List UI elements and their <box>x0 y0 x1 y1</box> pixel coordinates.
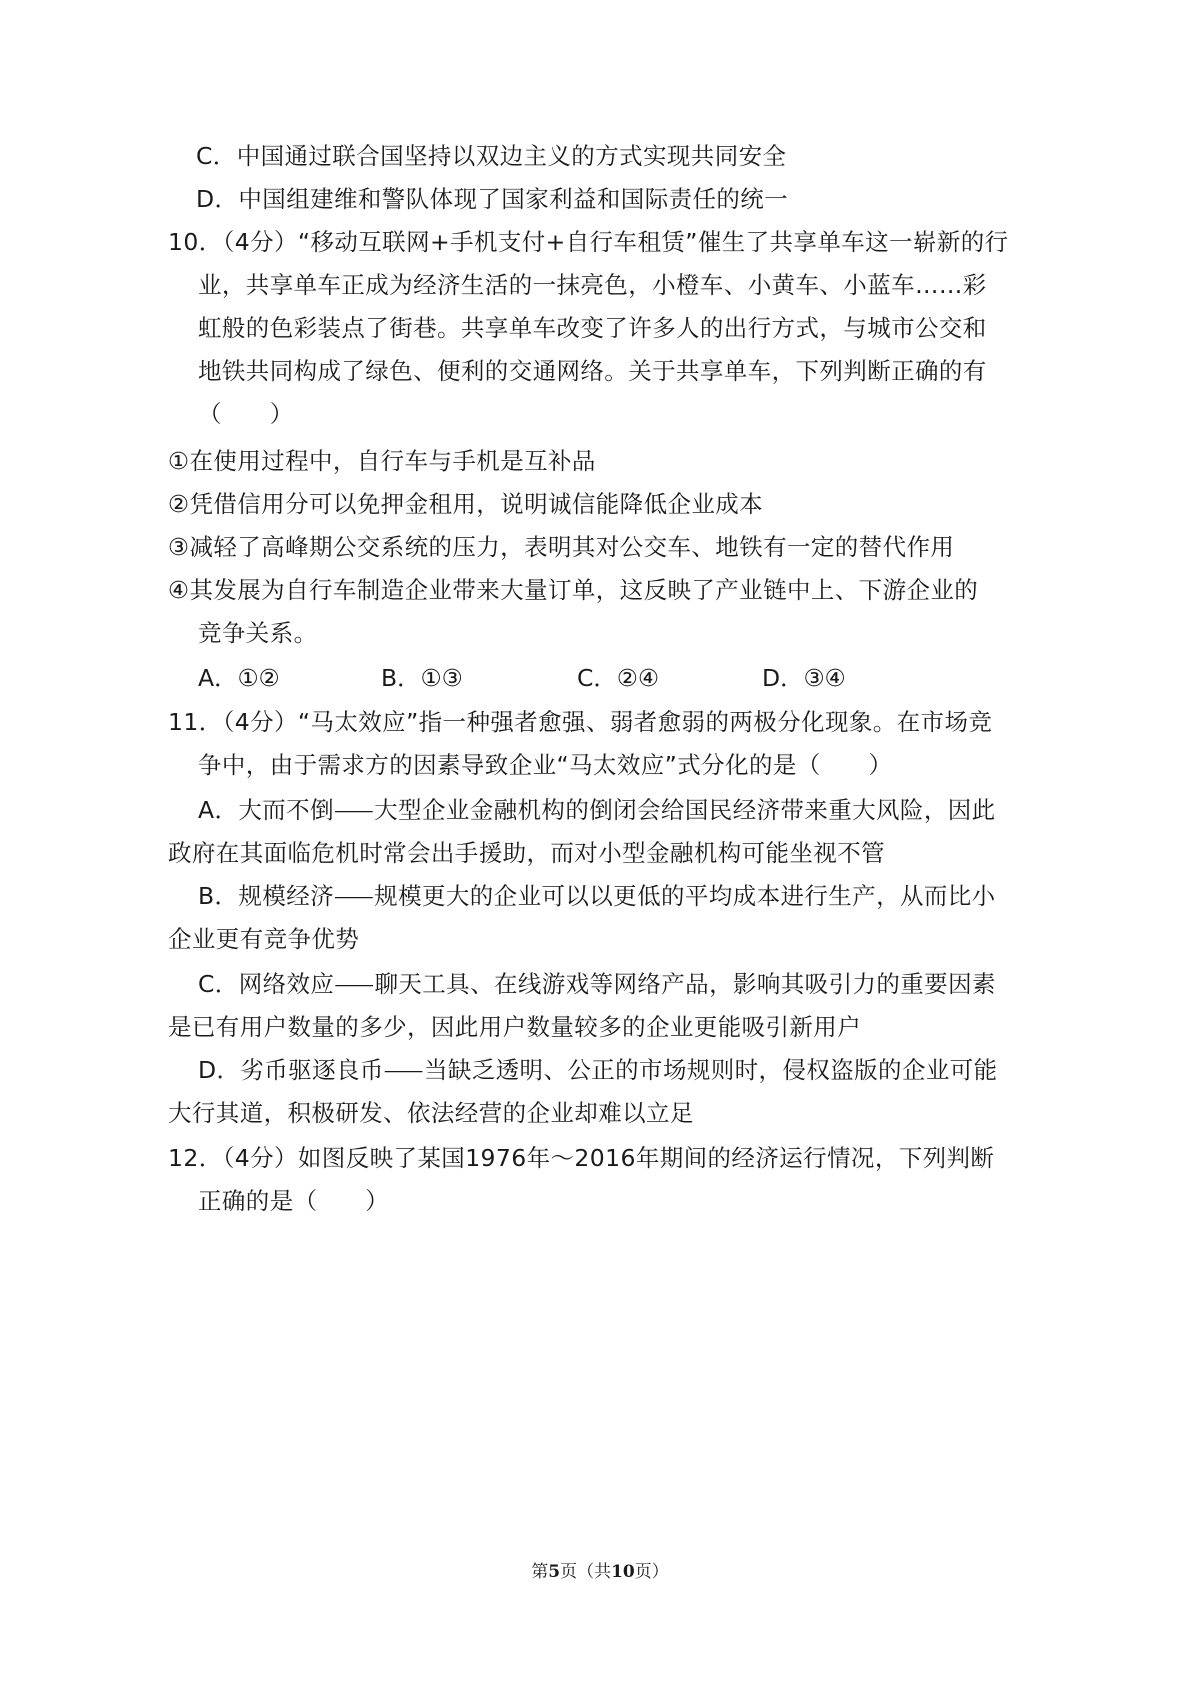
q9-option-d: D．中国组建维和警队体现了国家利益和国际责任的统一 <box>196 185 789 213</box>
q11-option-b-line-1: B．规模经济⸺规模更大的企业可以以更低的平均成本进行生产，从而比小 <box>198 882 996 910</box>
q9-option-c: C．中国通过联合国坚持以双边主义的方式实现共同安全 <box>196 142 787 170</box>
footer-middle: 页（共 <box>560 1562 612 1582</box>
q11-option-c-line-2: 是已有用户数量的多少，因此用户数量较多的企业更能吸引新用户 <box>168 1013 862 1041</box>
q11-option-b-line-2: 企业更有竞争优势 <box>168 925 360 953</box>
q10-statement-1: ①在使用过程中，自行车与手机是互补品 <box>168 447 596 475</box>
q10-answer-blank: （ ） <box>198 400 294 428</box>
q11-stem-line-2: 争中，由于需求方的因素导致企业“马太效应”式分化的是（ ） <box>198 751 893 779</box>
q10-stem-line-2: 业，共享单车正成为经济生活的一抹亮色，小橙车、小黄车、小蓝车……彩 <box>198 271 987 299</box>
q10-option-b: B．①③ <box>381 664 463 692</box>
q10-stem-line-4: 地铁共同构成了绿色、便利的交通网络。关于共享单车，下列判断正确的有 <box>198 357 987 385</box>
q10-option-d: D．③④ <box>762 664 846 692</box>
q10-stem-line-1: 10．（4分）“移动互联网+手机支付+自行车租赁”催生了共享单车这一崭新的行 <box>168 228 1009 256</box>
q10-option-a: A．①② <box>198 664 280 692</box>
footer-current-page: 5 <box>548 1562 561 1582</box>
q10-statement-4-line-2: 竞争关系。 <box>198 619 318 647</box>
q11-stem-line-1: 11．（4分）“马太效应”指一种强者愈强、弱者愈弱的两极分化现象。在市场竞 <box>168 708 993 736</box>
q11-option-d-line-1: D．劣币驱逐良币⸺当缺乏透明、公正的市场规则时，侵权盗版的企业可能 <box>198 1056 998 1084</box>
footer-total-pages: 10 <box>611 1562 635 1582</box>
page-footer <box>0 1557 1200 1582</box>
q12-stem-line-1: 12．（4分）如图反映了某国1976年～2016年期间的经济运行情况，下列判断 <box>168 1144 995 1172</box>
footer-prefix: 第 <box>531 1562 549 1582</box>
q10-statement-3: ③减轻了高峰期公交系统的压力，表明其对公交车、地铁有一定的替代作用 <box>168 533 955 561</box>
footer-suffix: 页） <box>634 1562 669 1582</box>
q10-option-c: C．②④ <box>577 664 660 692</box>
q10-statement-2: ②凭借信用分可以免押金租用，说明诚信能降低企业成本 <box>168 490 764 518</box>
q11-option-c-line-1: C．网络效应⸺聊天工具、在线游戏等网络产品，影响其吸引力的重要因素 <box>198 970 996 998</box>
q11-option-a-line-2: 政府在其面临危机时常会出手援助，而对小型金融机构可能坐视不管 <box>168 839 885 867</box>
q10-stem-line-3: 虹般的色彩装点了街巷。共享单车改变了许多人的出行方式，与城市公交和 <box>198 314 987 342</box>
q11-option-d-line-2: 大行其道，积极研发、依法经营的企业却难以立足 <box>168 1099 694 1127</box>
q10-statement-4-line-1: ④其发展为自行车制造企业带来大量订单，这反映了产业链中上、下游企业的 <box>168 576 979 604</box>
q12-stem-line-2: 正确的是（ ） <box>198 1187 390 1215</box>
q11-option-a-line-1: A．大而不倒⸺大型企业金融机构的倒闭会给国民经济带来重大风险，因此 <box>198 796 996 824</box>
